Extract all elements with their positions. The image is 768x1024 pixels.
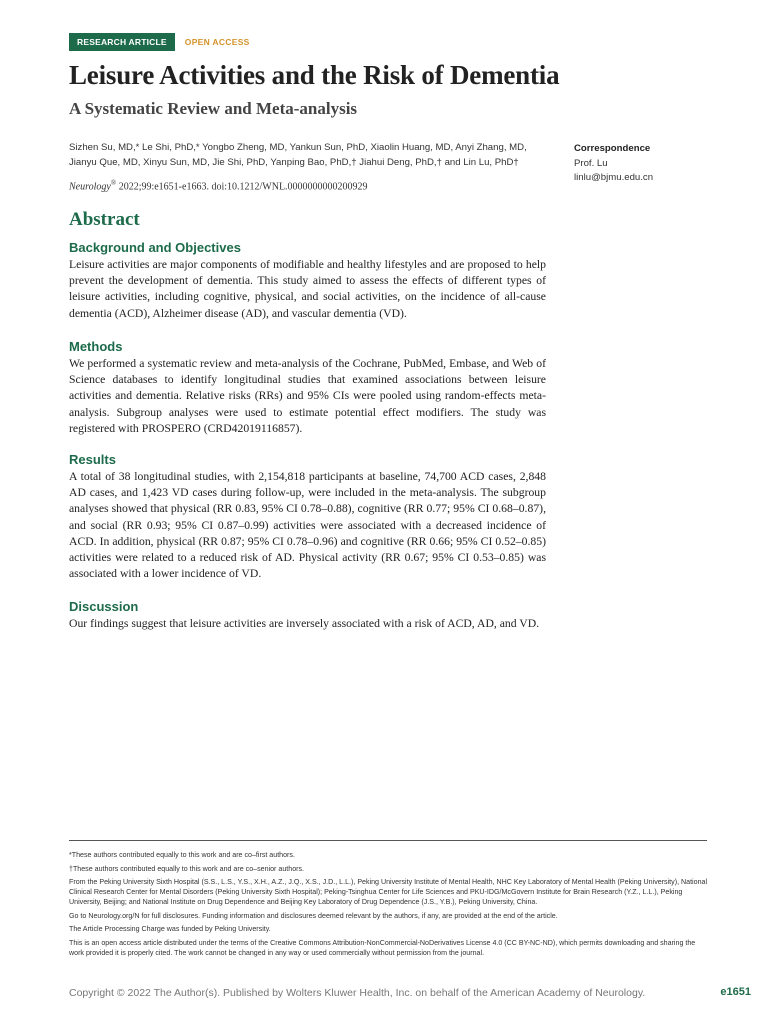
section-background bbox=[69, 240, 546, 322]
section-text: We performed a systematic review and meta-analysis of the Cochrane, PubMed, Embase, and Web of Science databases to identify longitudinal studies that examined associations between leisure activities and dementia. Relative risks (RRs) and 95% CIs were pooled using random-effects meta-analysis. Subgroup analyses were used to estimate potential effect modifiers. The study was registered with PROSPERO (CRD42019116857). bbox=[69, 357, 546, 435]
correspondence-email[interactable]: linlu@bjmu.edu.cn bbox=[574, 172, 654, 183]
footnotes bbox=[69, 850, 709, 961]
section-methods bbox=[69, 339, 546, 437]
footnote-license: This is an open access article distributed under the terms of the Creative Commons Attribution-NonCommercial-NoDerivatives License 4.0 (CC BY-NC-ND), which permits downloading and sharing the work provided it is properly cited. The work cannot be changed in any way or used commercially without permission from the journal. bbox=[69, 938, 696, 957]
registered-mark: ® bbox=[110, 179, 117, 187]
footnote-co-senior: †These authors contributed equally to this work and are co–senior authors. bbox=[69, 864, 305, 873]
abstract-heading: Abstract bbox=[69, 209, 140, 230]
citation-details: 2022;99:e1651-e1663. doi:10.1212/WNL.0000000000200929 bbox=[116, 181, 368, 193]
section-text: Our findings suggest that leisure activities are inversely associated with a risk of ACD, AD, and VD. bbox=[69, 617, 540, 630]
correspondence-block bbox=[574, 142, 653, 186]
footnote-funding: The Article Processing Charge was funded by Peking University. bbox=[69, 925, 271, 933]
page-number: e1651 bbox=[720, 986, 751, 998]
section-text: A total of 38 longitudinal studies, with 2,154,818 participants at baseline, 74,700 ACD cases, 2,848 AD cases, and 1,423 VD cases during follow-up, were included in the meta-analysis. The subgroup analyses showed that physical (RR 0.83, 95% CI 0.78–0.88), cognitive (RR 0.77; 95% CI 0.68–0.87), and social (RR 0.93; 95% CI 0.87–0.99) activities were associated with a decreased incidence of ACD. In addition, physical (RR 0.87; 95% CI 0.78–0.96) and cognitive (RR 0.66; 95% CI 0.52–0.85) activities were related to a reduced risk of AD. Physical activity (RR 0.67; 95% CI 0.53–0.85) was associated with a lower incidence of VD. bbox=[69, 470, 546, 581]
correspondence-heading: Correspondence bbox=[574, 143, 651, 154]
section-text: Leisure activities are major components of modifiable and healthy lifestyles and are proposed to help prevent the development of dementia. This study aimed to assess the effects of different types of leisure activities, including cognitive, physical, and social activities, on the incidence of all-cause dementia (ACD), Alzheimer disease (AD), and vascular dementia (VD). bbox=[69, 258, 546, 320]
footnote-co-first: *These authors contributed equally to this work and are co–first authors. bbox=[69, 851, 295, 859]
correspondence-name: Prof. Lu bbox=[574, 157, 608, 169]
section-heading: Discussion bbox=[69, 599, 139, 614]
open-access-badge: OPEN ACCESS bbox=[184, 37, 250, 47]
research-article-badge: RESEARCH ARTICLE bbox=[69, 33, 175, 51]
citation bbox=[69, 179, 368, 192]
section-results bbox=[69, 452, 546, 582]
author-line-1: Sizhen Su, MD,* Le Shi, PhD,* Yongbo Zheng, MD, Yankun Sun, PhD, Xiaolin Huang, MD, Anyi Zhang, MD, bbox=[69, 142, 527, 153]
journal-name: Neurology bbox=[69, 181, 111, 193]
section-discussion bbox=[69, 599, 546, 632]
section-heading: Methods bbox=[69, 339, 123, 354]
section-heading: Background and Objectives bbox=[69, 240, 241, 255]
article-title: Leisure Activities and the Risk of Dementia bbox=[69, 60, 560, 90]
article-subtitle: A Systematic Review and Meta-analysis bbox=[69, 99, 358, 118]
article-badges bbox=[69, 33, 250, 51]
section-heading: Results bbox=[69, 452, 116, 467]
footnote-divider bbox=[69, 840, 707, 841]
copyright-notice: Copyright © 2022 The Author(s). Published by Wolters Kluwer Health, Inc. on behalf of the American Academy of Neurology. bbox=[69, 987, 646, 999]
author-list bbox=[69, 140, 539, 170]
author-line-2: Jianyu Que, MD, Xinyu Sun, MD, Jie Shi, PhD, Yanping Bao, PhD,† Jiahui Deng, PhD,† and Lin Lu, PhD† bbox=[69, 157, 519, 168]
footnote-disclosures: Go to Neurology.org/N for full disclosures. Funding information and disclosures deemed relevant by the authors, if any, are provided at the end of the article. bbox=[69, 911, 558, 920]
footnote-affiliations: From the Peking University Sixth Hospital (S.S., L.S., Y.S., X.H., A.Z., J.Q., X.S., J.D., L.L.), Peking University Institute of Mental Health, NHC Key Laboratory of Mental Health (Peking University), National Clinical Research Center for Mental Disorders (Peking University Sixth Hospital); Peking-Tsinghua Center for Life Sciences and PKU-IDG/McGovern Institute for Brain Research (Y.Z., L.L.), Peking University, Beijing; and National Institute on Drug Dependence and Beijing Key Laboratory of Drug Dependence (J.S., Y.B.), Peking University, China. bbox=[69, 878, 708, 906]
